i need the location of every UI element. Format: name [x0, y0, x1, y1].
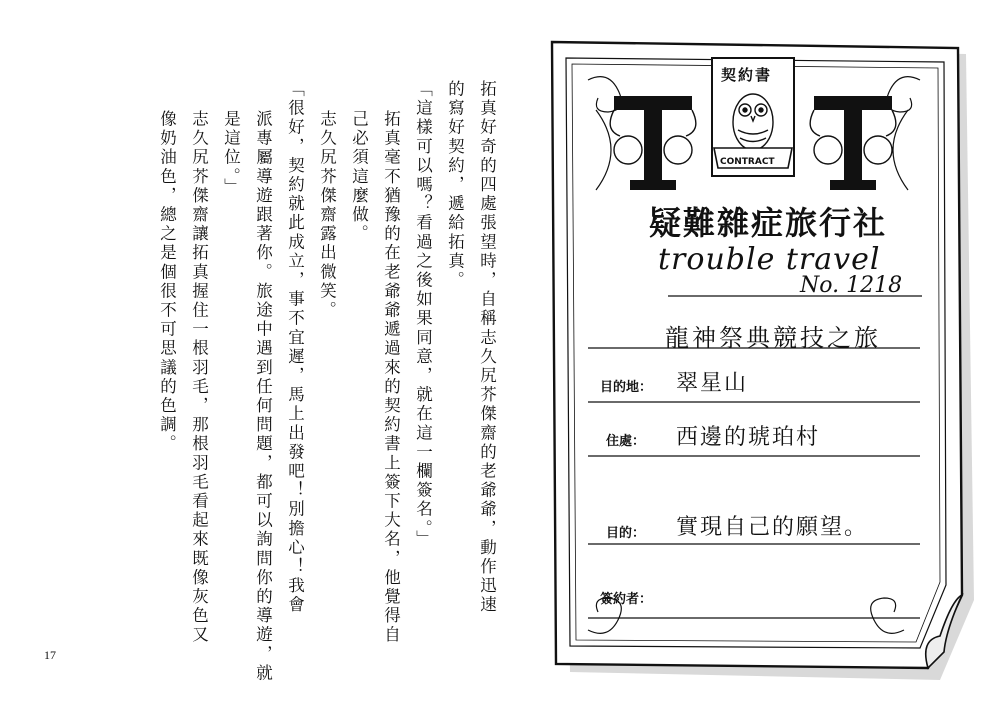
- company-name: 疑難雜症旅行社: [648, 204, 887, 242]
- contract-frame: [548, 40, 978, 682]
- company-subtitle: trouble travel: [658, 242, 881, 277]
- text-column: 「很好，契約就此成立，事不宜遲，馬上出發吧！別擔心！我會: [285, 80, 305, 615]
- field-label-signer: 簽約者：: [600, 592, 653, 607]
- page-number: 17: [44, 648, 56, 662]
- text-column: 拓真毫不猶豫的在老爺爺遞過來的契約書上簽下大名，他覺得自: [381, 110, 401, 645]
- contract-seal-ribbon: CONTRACT: [720, 157, 775, 167]
- text-column: 「這樣可以嗎？看過之後如果同意，就在這一欄簽名。」: [413, 80, 433, 550]
- contract-card: [548, 40, 978, 682]
- contract-seal-title: 契約書: [721, 66, 773, 84]
- field-label-destination: 目的地：: [600, 380, 653, 395]
- text-column: 志久尻芥傑齋露出微笑。: [317, 110, 337, 321]
- text-column: 像奶油色，總之是個很不可思議的色調。: [157, 110, 177, 454]
- text-column: 拓真好奇的四處張望時，自稱志久尻芥傑齋的老爺爺，動作迅速: [477, 80, 497, 615]
- text-column: 己必須這麼做。: [349, 110, 369, 244]
- text-column: 派專屬導遊跟著你。旅途中遇到任何問題，都可以詢問你的導遊，就: [253, 110, 273, 683]
- text-column: 的寫好契約，遞給拓真。: [445, 80, 465, 291]
- field-value-destination: 翠星山: [676, 371, 749, 396]
- text-column: 是這位。」: [221, 110, 241, 198]
- trip-name: 龍神祭典競技之旅: [665, 324, 881, 352]
- contract-number: No. 1218: [800, 273, 903, 298]
- field-label-residence: 住處：: [606, 434, 646, 449]
- text-column: 志久尻芥傑齋讓拓真握住一根羽毛，那根羽毛看起來既像灰色又: [189, 110, 209, 645]
- field-label-purpose: 目的：: [606, 526, 646, 541]
- field-value-purpose: 實現自己的願望。: [676, 515, 869, 540]
- field-value-residence: 西邊的琥珀村: [676, 425, 821, 450]
